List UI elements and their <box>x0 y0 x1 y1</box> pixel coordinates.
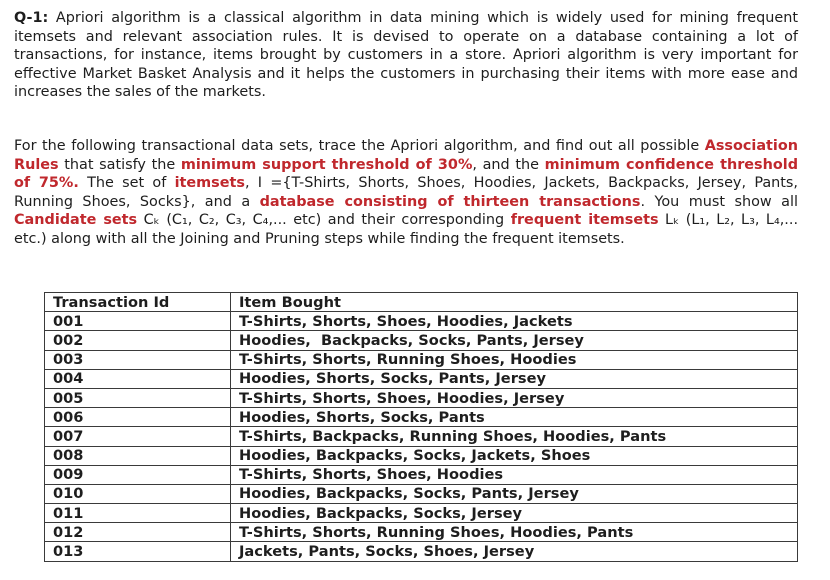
items-cell: Hoodies, Backpacks, Socks, Pants, Jersey <box>231 331 798 350</box>
column-header-item-bought: Item Bought <box>231 293 798 312</box>
transaction-id-cell: 002 <box>45 331 231 350</box>
task-text-6: . You must show all <box>640 193 798 210</box>
items-cell: T-Shirts, Shorts, Shoes, Hoodies, Jackets <box>231 312 798 331</box>
items-cell: Hoodies, Backpacks, Socks, Jersey <box>231 504 798 523</box>
items-cell: T-Shirts, Backpacks, Running Shoes, Hoodies, Pants <box>231 427 798 446</box>
task-text-8: Lₖ (L₁, L₂, L₃, L₄,... etc.) along with all the Joining and Pruning steps while finding the frequent itemsets. <box>14 212 799 247</box>
transaction-id-cell: 001 <box>45 312 231 331</box>
items-cell: Hoodies, Shorts, Socks, Pants, Jersey <box>231 369 798 388</box>
task-text-3: , and the <box>472 156 545 173</box>
transaction-id-cell: 004 <box>45 369 231 388</box>
items-cell: Hoodies, Backpacks, Socks, Jackets, Shoes <box>231 446 798 465</box>
items-cell: T-Shirts, Shorts, Shoes, Hoodies, Jersey <box>231 388 798 407</box>
task-paragraph <box>14 137 798 249</box>
intro-text: Apriori algorithm is a classical algorithm in data mining which is widely used for mining frequent itemsets and relevant association rules. It is devised to operate on a database containing a lot of transactions, for instance, items brought by customers in a store. Apriori algorithm is very important for effective Market Basket Analysis and it helps the customers in purchasing their items with more ease and increases the sales of the markets. <box>14 10 798 101</box>
items-cell: T-Shirts, Shorts, Shoes, Hoodies <box>231 465 798 484</box>
items-cell: Hoodies, Shorts, Socks, Pants <box>231 408 798 427</box>
task-highlight-candidate-sets: Candidate sets <box>14 212 138 229</box>
question-label: Q-1: <box>14 10 49 26</box>
task-text-5: , I ={T-Shirts, Shorts, Shoes, Hoodies, Jackets, Backpacks, Jersey, Pants, Running Shoes, Socks}, and a <box>14 175 798 210</box>
table-row <box>45 331 798 350</box>
transaction-id-cell: 005 <box>45 388 231 407</box>
items-cell: T-Shirts, Shorts, Running Shoes, Hoodies <box>231 350 798 369</box>
transaction-id-cell: 009 <box>45 465 231 484</box>
task-highlight-min-support: minimum support threshold of 30% <box>180 156 473 173</box>
transaction-id-cell: 008 <box>45 446 231 465</box>
transaction-id-cell: 012 <box>45 523 231 542</box>
table-row <box>45 369 798 388</box>
table-header-row <box>45 293 798 312</box>
intro-paragraph <box>14 9 798 102</box>
task-highlight-database: database consisting of thirteen transactions <box>259 193 641 210</box>
task-highlight-association-rules: Association Rules <box>14 138 798 173</box>
transaction-id-cell: 011 <box>45 504 231 523</box>
table-row <box>45 446 798 465</box>
task-highlight-itemsets: itemsets <box>174 175 245 192</box>
transaction-id-cell: 007 <box>45 427 231 446</box>
table-row <box>45 408 798 427</box>
column-header-transaction-id: Transaction Id <box>45 293 231 312</box>
transaction-id-cell: 010 <box>45 484 231 503</box>
table-row <box>45 484 798 503</box>
transaction-id-cell: 003 <box>45 350 231 369</box>
table-row <box>45 465 798 484</box>
items-cell: Hoodies, Backpacks, Socks, Pants, Jersey <box>231 484 798 503</box>
task-text-1: For the following transactional data sets, trace the Apriori algorithm, and find out all possible <box>14 138 705 154</box>
table-row <box>45 350 798 369</box>
task-highlight-frequent-itemsets: frequent itemsets <box>510 212 659 229</box>
transaction-id-cell: 006 <box>45 408 231 427</box>
table-row <box>45 542 798 561</box>
transaction-id-cell: 013 <box>45 542 231 561</box>
items-cell: Jackets, Pants, Socks, Shoes, Jersey <box>231 542 798 561</box>
table-row <box>45 427 798 446</box>
task-text-2: that satisfy the <box>58 156 181 173</box>
table-row <box>45 388 798 407</box>
table-row <box>45 504 798 523</box>
task-text-4: The set of <box>78 175 175 192</box>
transactions-table <box>44 292 798 562</box>
table-row <box>45 312 798 331</box>
items-cell: T-Shirts, Shorts, Running Shoes, Hoodies, Pants <box>231 523 798 542</box>
task-highlight-min-confidence: minimum confidence threshold of 75%. <box>14 156 798 192</box>
task-text-7: Cₖ (C₁, C₂, C₃, C₄,... etc) and their corresponding <box>137 212 511 229</box>
table-row <box>45 523 798 542</box>
